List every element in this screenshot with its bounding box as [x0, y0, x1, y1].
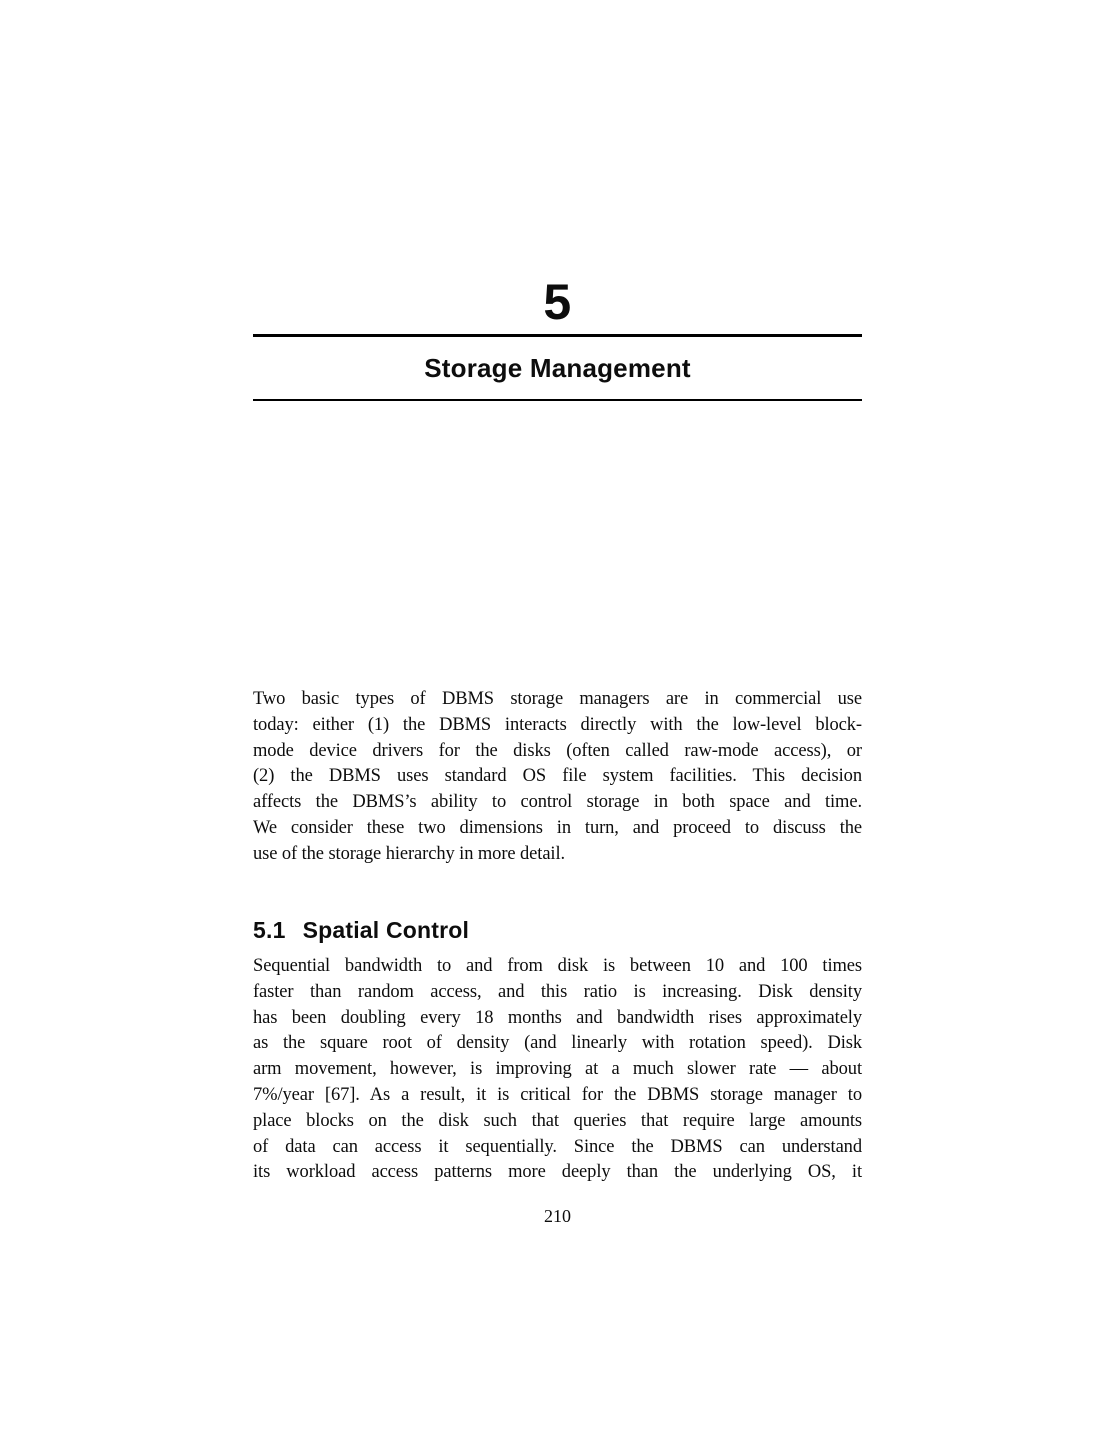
- intro-paragraph: [253, 687, 862, 868]
- section-title: Spatial Control: [302, 917, 470, 943]
- text-line: We consider these two dimensions in turn, and proceed to discuss the: [253, 817, 862, 838]
- text-line: (2) the DBMS uses standard OS file system facilities. This decision: [253, 766, 862, 787]
- section-paragraph: [253, 954, 862, 1186]
- text-line: today: either (1) the DBMS interacts directly with the low-level block-: [253, 714, 862, 735]
- section-heading: [253, 916, 862, 944]
- section-number: 5.1: [253, 917, 286, 943]
- text-line: has been doubling every 18 months and bandwidth rises approximately: [253, 1007, 862, 1028]
- text-line: of data can access it sequentially. Since the DBMS can understand: [253, 1136, 862, 1157]
- text-line: its workload access patterns more deeply than the underlying OS, it: [253, 1162, 862, 1183]
- text-line: affects the DBMS’s ability to control storage in both space and time.: [253, 792, 862, 813]
- text-line: faster than random access, and this ratio is increasing. Disk density: [253, 981, 862, 1002]
- chapter-number: 5: [543, 274, 572, 330]
- text-line: as the square root of density (and linearly with rotation speed). Disk: [253, 1033, 862, 1054]
- chapter-rule-top: [253, 334, 862, 337]
- text-line: mode device drivers for the disks (often called raw-mode access), or: [253, 740, 862, 761]
- text-line: use of the storage hierarchy in more detail.: [253, 843, 566, 864]
- chapter-rule-bottom: [253, 399, 862, 401]
- text-line: Sequential bandwidth to and from disk is between 10 and 100 times: [253, 956, 862, 976]
- text-line: Two basic types of DBMS storage managers are in commercial use: [253, 689, 862, 709]
- text-line: 7%/year [67]. As a result, it is critical for the DBMS storage manager to: [253, 1084, 862, 1105]
- text-line: arm movement, however, is improving at a much slower rate — about: [253, 1059, 862, 1080]
- chapter-title: Storage Management: [424, 353, 691, 383]
- page-number: 210: [544, 1206, 571, 1226]
- text-line: place blocks on the disk such that queries that require large amounts: [253, 1110, 862, 1131]
